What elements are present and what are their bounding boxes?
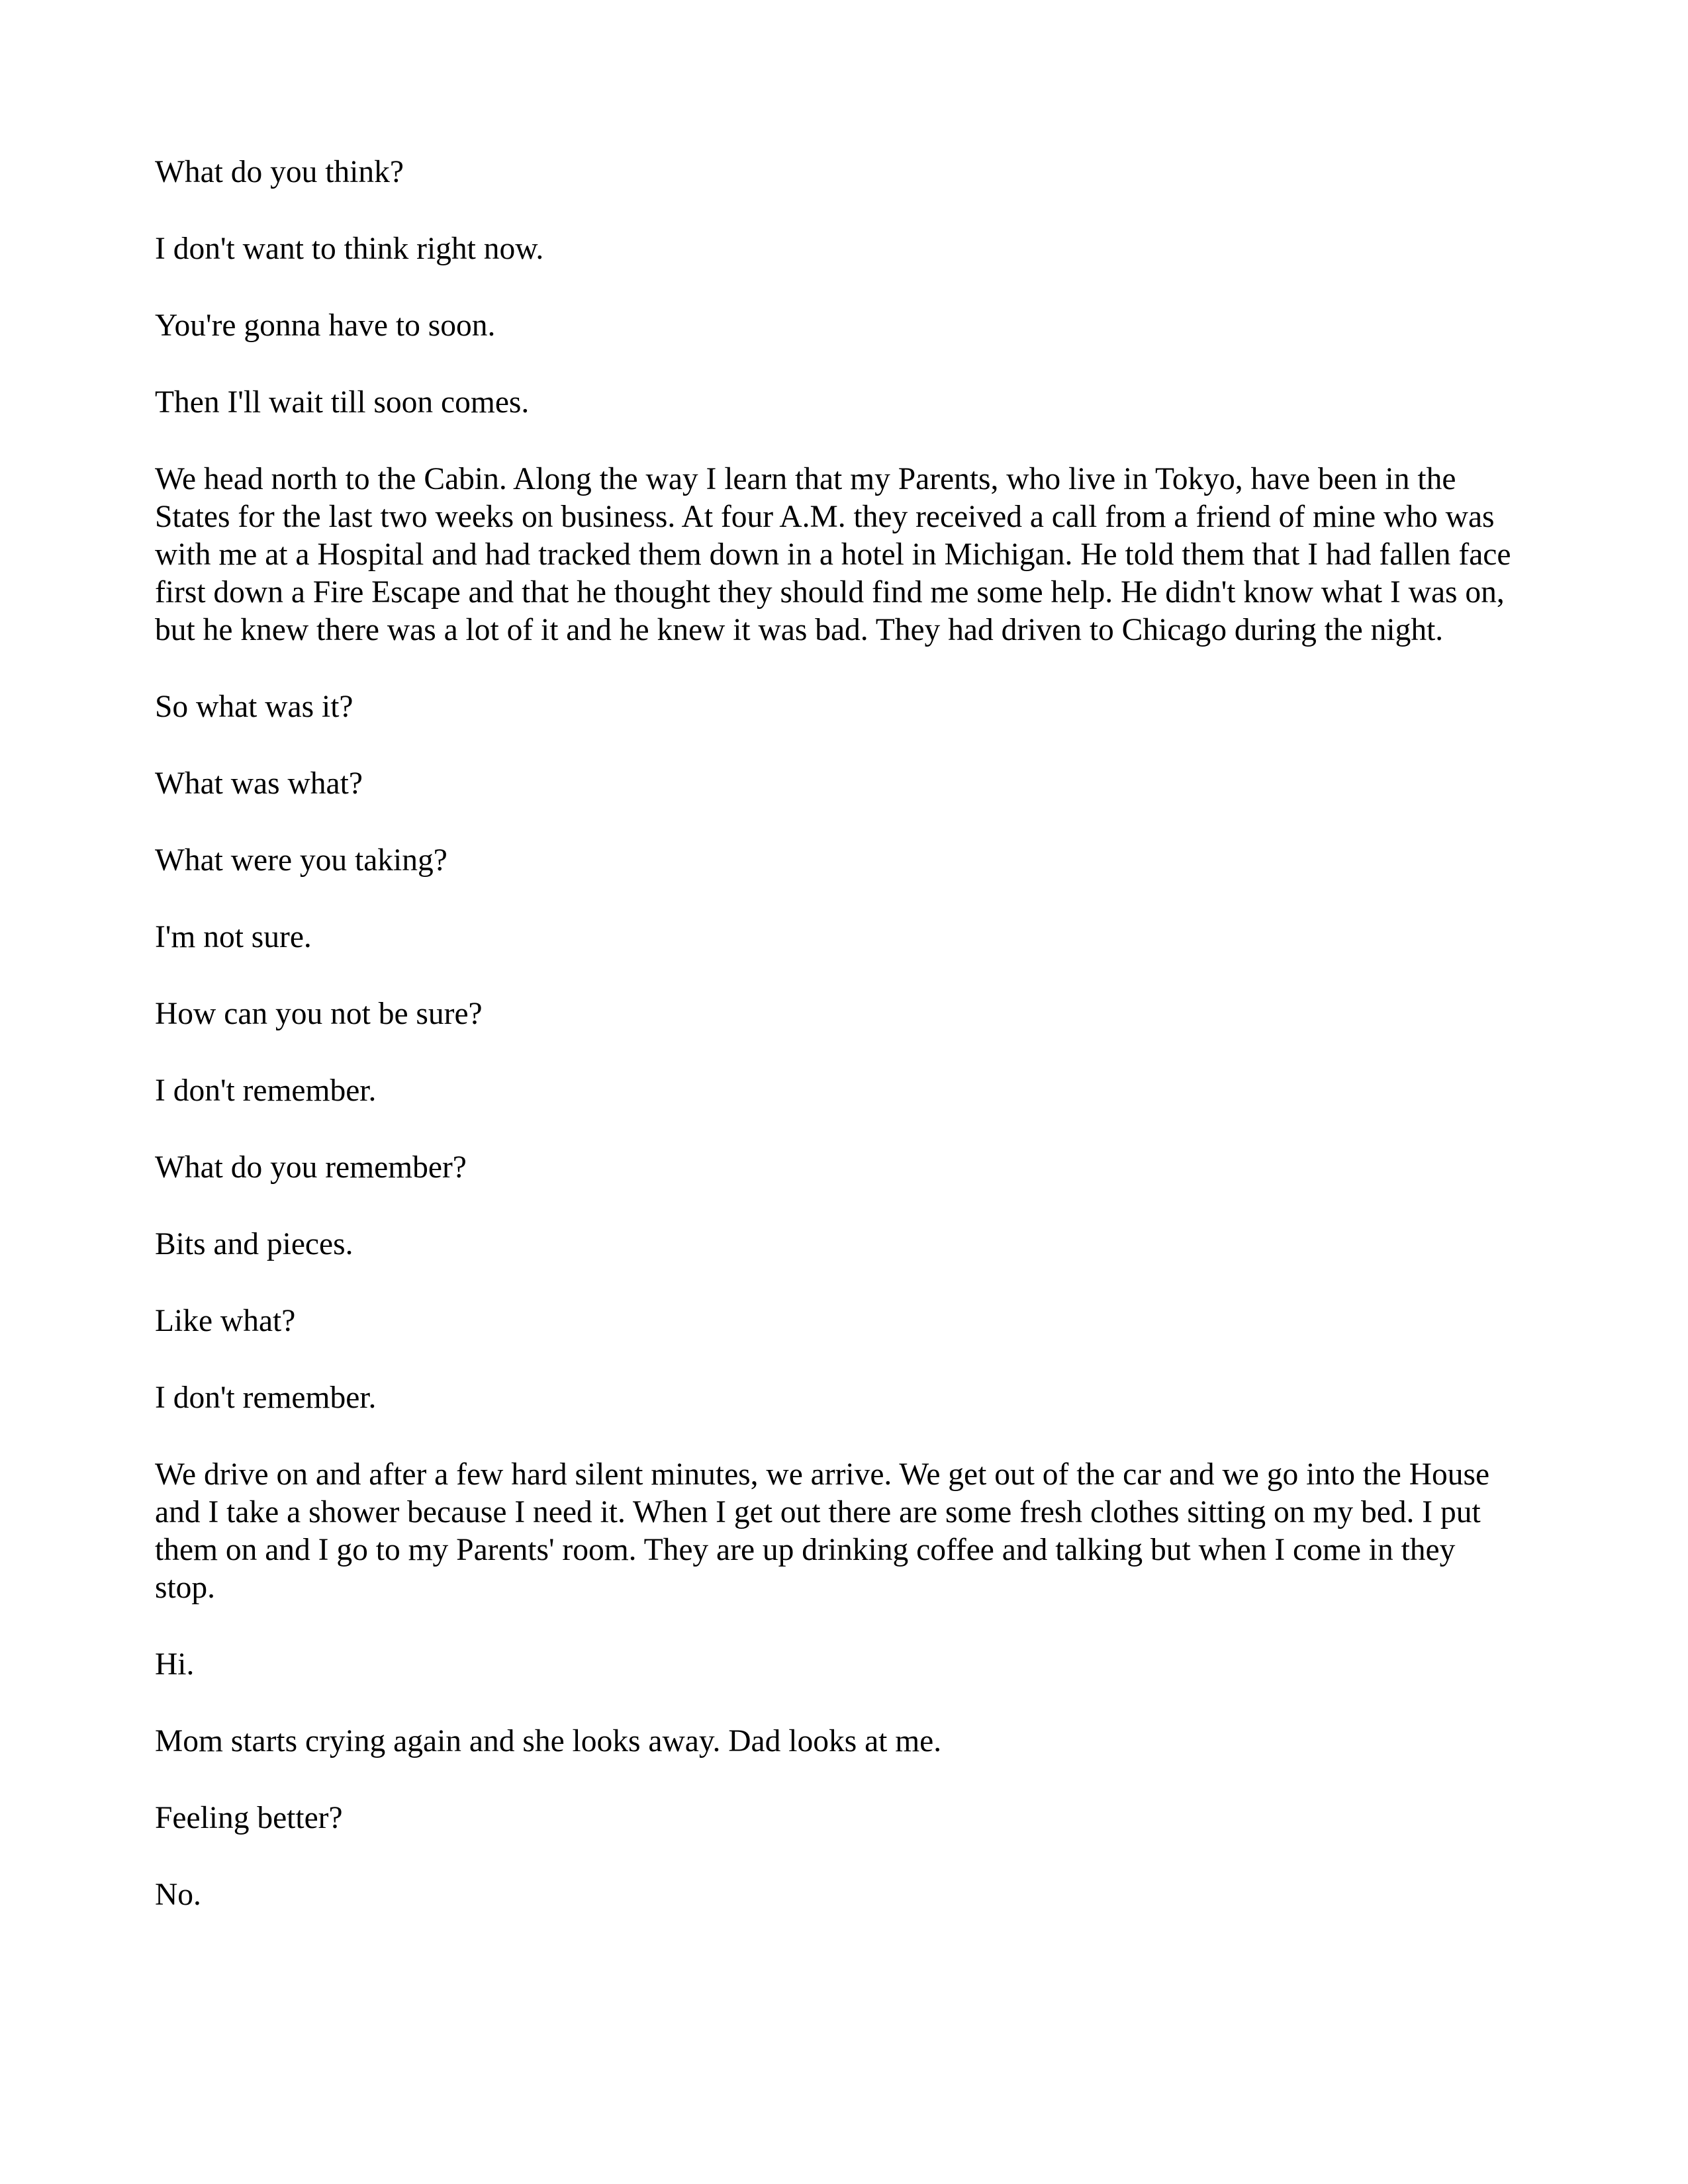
paragraph: Then I'll wait till soon comes. [155, 385, 530, 420]
paragraph: How can you not be sure? [155, 997, 483, 1031]
paragraph: Bits and pieces. [155, 1227, 353, 1261]
paragraph: We head north to the Cabin. Along the way I learn that my Parents, who live in Tokyo, have been in the States for the last two weeks on business. At four A.M. they received a call from a friend of mine who was with me at a Hospital and had tracked them down in a hotel in Michigan. He told them that I had fallen face first down a Fire Escape and that he thought they should find me some help. He didn't know what I was on, but he knew there was a lot of it and he knew it was bad. They had driven to Chicago during the night. [155, 462, 1511, 647]
paragraph: You're gonna have to soon. [155, 308, 496, 343]
paragraph: What do you think? [155, 155, 404, 189]
paragraph: I don't remember. [155, 1381, 377, 1415]
paragraph: Hi. [155, 1647, 195, 1682]
paragraph: No. [155, 1878, 201, 1912]
paragraph: Like what? [155, 1304, 296, 1338]
paragraph: I don't want to think right now. [155, 232, 544, 266]
paragraph: What was what? [155, 766, 363, 801]
document-body [155, 154, 1519, 1914]
paragraph: Mom starts crying again and she looks away. Dad looks at me. [155, 1724, 942, 1758]
paragraph: We drive on and after a few hard silent minutes, we arrive. We get out of the car and we go into the House and I take a shower because I need it. When I get out there are some fresh clothes sitting on my bed. I put them on and I go to my Parents' room. They are up drinking coffee and talking but when I come in they stop. [155, 1457, 1490, 1605]
paragraph: Feeling better? [155, 1801, 343, 1835]
paragraph: What do you remember? [155, 1150, 467, 1185]
paragraph: I don't remember. [155, 1073, 377, 1108]
paragraph: So what was it? [155, 690, 353, 724]
paragraph: What were you taking? [155, 843, 447, 878]
paragraph: I'm not sure. [155, 920, 312, 954]
